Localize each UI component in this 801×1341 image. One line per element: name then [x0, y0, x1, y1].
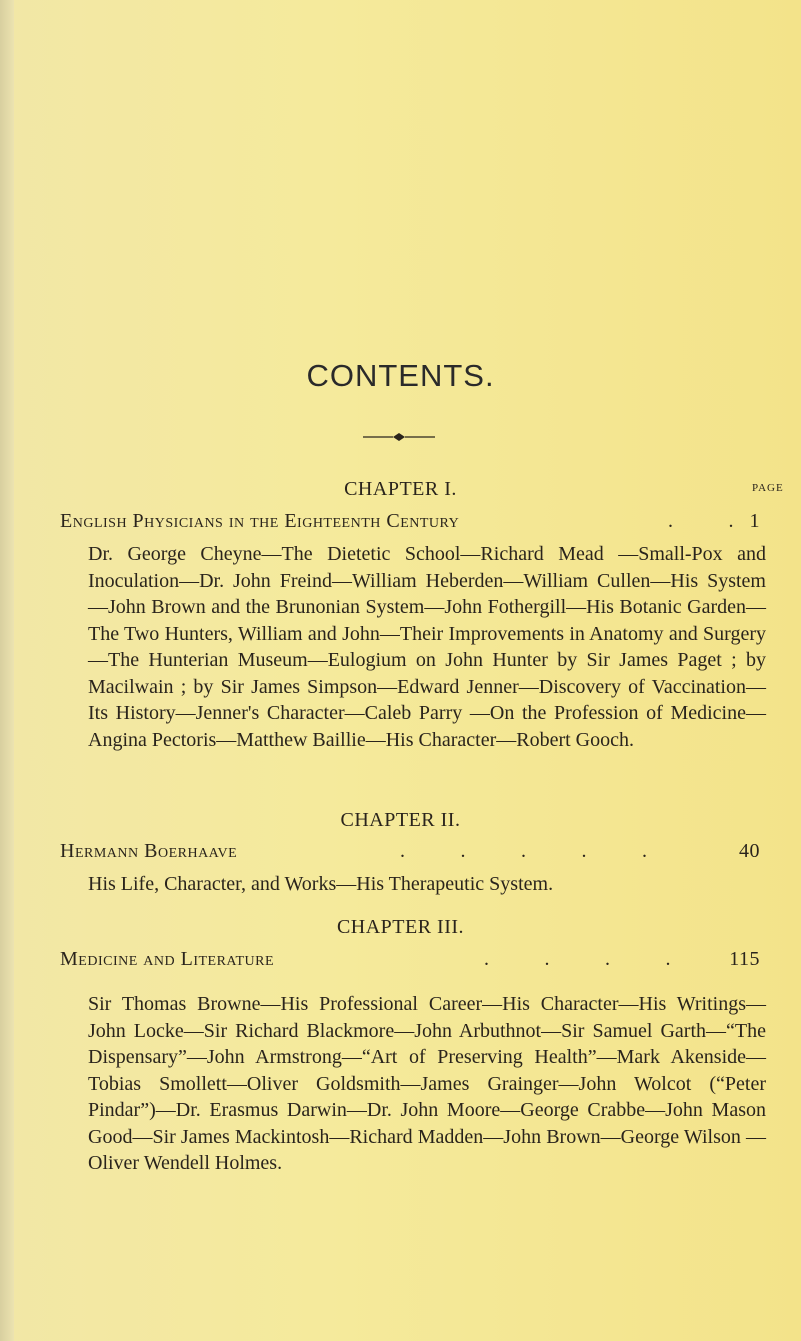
chapter-page-number: 40: [739, 840, 760, 862]
dot-leader: . . . .: [484, 948, 671, 970]
chapter-summary: Sir Thomas Browne—His Professional Career—His Character—His Writings—John Locke—Sir Richard Blackmore—John Arbuthnot—Sir Samuel Garth—“The Dispensary”—John Armstrong—“Art of Preserving Health”—Mark Akenside—Tobias Smollett—Oliver Goldsmith—James Grainger—John Wolcot (“Peter Pindar”)—Dr. Erasmus Darwin—Dr. John Moore—George Crabbe—John Mason Good—Sir James Mackintosh—Richard Madden—John Brown—George Wilson —Oliver Wendell Holmes.: [88, 993, 766, 1174]
chapter-entry: [60, 948, 760, 971]
chapter-title: CHAPTER III.: [336, 916, 465, 938]
chapter-entry: [60, 840, 760, 863]
chapter-title: CHAPTER II.: [340, 809, 461, 831]
page-title: CONTENTS.: [306, 358, 495, 393]
dot-leader: . .: [668, 510, 734, 532]
chapter-page-number: 115: [729, 948, 760, 970]
chapter-entry: [60, 510, 760, 533]
chapter-summary: Dr. George Cheyne—The Dietetic School—Richard Mead —Small-Pox and Inoculation—Dr. John Freind—William Heberden—William Cullen—His System—John Brown and the Brunonian System—John Fothergill—His Botanic Garden—The Two Hunters, William and John—Their Improvements in Anatomy and Surgery—The Hunterian Museum—Eulogium on John Hunter by Sir James Paget ; by Macilwain ; by Sir James Simpson—Edward Jenner—Discovery of Vaccination—Its History—Jenner's Character—Caleb Parry —On the Profession of Medicine—Angina Pectoris—Matthew Baillie—His Character—Robert Gooch.: [88, 543, 766, 751]
page-column-label: PAGE: [752, 482, 784, 494]
chapter-page-number: 1: [749, 510, 760, 532]
page-binding-edge: [0, 0, 14, 1341]
chapter-entry-title: Medicine and Literature: [60, 948, 275, 970]
chapter-entry-title: Hermann Boerhaave: [60, 840, 238, 862]
chapter-entry-title: English Physicians in the Eighteenth Century: [60, 510, 460, 532]
ornament-divider: [363, 430, 435, 444]
chapter-summary: His Life, Character, and Works—His Therapeutic System.: [88, 873, 554, 895]
chapter-title: CHAPTER I.: [344, 478, 457, 500]
dot-leader: . . . . .: [400, 840, 648, 862]
